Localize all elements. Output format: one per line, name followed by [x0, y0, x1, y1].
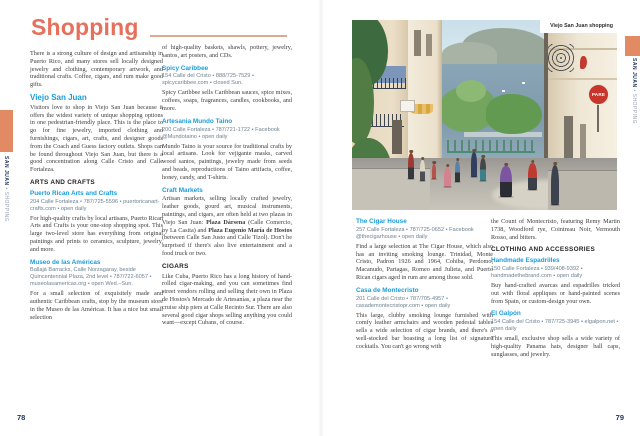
photo-iron-bracket: [548, 44, 574, 72]
photo-pedestrian-dark: [551, 165, 559, 205]
sidebar-label-left: SAN JUAN • SHOPPING: [3, 156, 9, 223]
entry-name-mundo-taino: Artesania Mundo Taino: [162, 117, 233, 125]
street-photo: [352, 20, 617, 210]
photo-railing: [447, 140, 535, 153]
entry-body-handmade-espadrilles: Buy hand-crafted avarcas and espadrilles tricked out with floral appliques or hand-painted scenes from Spain, or custom-design your own.: [491, 281, 620, 305]
page-spine: [318, 0, 324, 436]
heading-arts-and-crafts: ARTS AND CRAFTS: [30, 178, 95, 186]
entry-body-craft-markets: Artisan markets, selling locally crafted jewelry, leather goods, gourd art, musical instruments, paintings, and cigars, are often held at two plazas in Viejo San Juan: Plaza Dársena (Calle Comercio, by La Casita) and Plaza Eugenio María de Hostos (between Calle San Justo and Calle Tizol). Don't be surprised if there's also live entertainment and a food truck or two.: [162, 195, 292, 257]
photo-window: [414, 30, 421, 56]
entry-body-mundo-taino: Mundo Taino is your source for traditional crafts by local artisans. Look for vejigante masks, carved wood santos, paintings, jewelry made from seeds and beads, reproductions of Taino artifacts, coffee, honey, candy, and T-shirts.: [162, 142, 292, 181]
entry-name-casa-montecristo: Casa de Montecristo: [356, 286, 419, 294]
photo-tree-highlight: [456, 80, 486, 102]
photo-boat: [522, 82, 525, 84]
viejo-paragraph: Visitors love to shop in Viejo San Juan because it offers the widest variety of unique shopping options in one pedestrian-friendly place. This is the place to go for fine jewelry, imported clothing and furnishings, cigars, art, crafts, and designer goods from the Coach and Guess factory outlets. Shops can be found throughout Viejo San Juan, but there is a good concentration along Calle Cristo and Calle Fortaleza.: [30, 103, 163, 174]
entry-name-spicy-caribbee: Spicy Caribbee: [162, 64, 209, 72]
photo-hill-small: [442, 42, 497, 66]
heading-cigars: CIGARS: [162, 262, 189, 270]
chapter-tab-right: [625, 36, 640, 56]
entry-address-el-galpon: 154 Calle del Cristo • 787/725-3945 • elgalpon.net • open daily: [491, 319, 619, 333]
photo-window: [426, 34, 432, 56]
entry-address-puerto-rican-arts: 204 Calle Fortaleza • 787/725-5596 • puertoricanart-crafts.com • open daily: [30, 198, 160, 212]
entry-body-cigar-house: Find a large selection at The Cigar House, which also has an inviting smoking lounge. Trinidad, Monte Cristo, Padron 1926 and 1964, Cohiba, Perdomo, Macanudo, Partagas, Romeo and Julieta, and Puerto Rican cigars aged in rum are among those sold.: [356, 242, 493, 281]
photo-shop-sign: [400, 100, 415, 112]
column-3: [356, 218, 493, 356]
bold-plaza-hostos: Plaza Eugenio María de Hostos: [208, 226, 292, 234]
photo-pedestrian: [471, 152, 477, 177]
entry-name-cigar-house: The Cigar House: [356, 218, 407, 225]
column-1: [30, 50, 163, 327]
entry-address-mundo-taino: 200 Calle Fortaleza • 787/721-1722 • Facebook @Mundotaino • open daily: [162, 126, 280, 140]
entry-address-handmade-espadrilles: 150 Calle Fortaleza • 939/408-9392 • handmadethebrand.com • open daily: [491, 265, 583, 279]
photo-pedestrian: [455, 161, 460, 182]
bold-plaza-darsena: Plaza Dársena: [206, 218, 246, 226]
sidebar-chapter: SAN JUAN: [3, 156, 9, 186]
intro-paragraph: There is a strong culture of design and artisanship in Puerto Rico, and many stores sell locally designed jewelry and clothing, contemporary artwork, and traditional crafts. Coffee, cigars, and rum make good gifts.: [30, 50, 163, 89]
photo-boat: [502, 90, 505, 92]
entry-body-museo-americas: For a small selection of exquisitely made and authentic Caribbean crafts, stop by the museum store in the Museo de las Américas. It has a nice but small selection: [30, 290, 163, 321]
photo-pedestrian-red: [528, 163, 537, 190]
museo-continuation: of high-quality baskets, shawls, pottery, jewelry, santos, art posters, and CDs.: [162, 44, 292, 59]
photo-pedestrian: [420, 160, 425, 181]
photo-stop-sign: PARE: [588, 84, 609, 105]
entry-name-puerto-rican-arts: Puerto Rican Arts and Crafts: [30, 189, 118, 197]
photo-caption: Viejo San Juan shopping: [540, 20, 617, 33]
entry-body-spicy-caribbee: Spicy Caribbee sells Caribbean sauces, spice mixes, coffees, soaps, fragrances, candles, cookbooks, and more.: [162, 89, 292, 112]
entry-name-museo-americas: Museo de las Américas: [30, 258, 101, 266]
photo-pedestrian-purple: [500, 166, 512, 197]
entry-name-craft-markets: Craft Markets: [162, 186, 203, 194]
photo-doorway: [392, 120, 402, 154]
entry-name-el-galpon: El Galpón: [491, 310, 521, 318]
entry-address-cigar-house: 257 Calle Fortaleza • 787/725-0652 • Facebook @thecigarhouse • open daily: [356, 226, 474, 240]
page-number-right: 79: [615, 413, 624, 422]
photo-sidewalk-left: [352, 168, 430, 210]
sidebar-label-right: SAN JUAN • SHOPPING: [631, 58, 637, 125]
photo-pedestrian: [432, 164, 436, 179]
heading-clothing-accessories: CLOTHING AND ACCESSORIES: [491, 246, 596, 254]
heading-viejo-san-juan: Viejo San Juan: [30, 92, 87, 102]
title-rule: [150, 35, 287, 37]
cigars-paragraph: Like Cuba, Puerto Rico has a long history of hand-rolled cigar-making, and you can sometimes find street vendors rolling and selling their own in Plaza de Hostos's Mercado de Artesanías, a plaza near the cruise ship piers at Calle Recinto Sur. There are also several good cigar shops selling anything you could want—except Cubans, of course.: [162, 272, 292, 327]
column-4: [491, 218, 620, 364]
photo-pedestrian: [444, 167, 451, 187]
photo-pedestrian: [408, 153, 414, 179]
entry-address-museo-americas: Ballajá Barracks, Calle Norzagaray, beside Quincentennial Plaza, 2nd level • 787/722-6057 • museolasamericas.org • open Wed.–Sun.: [30, 267, 152, 288]
entry-body-el-galpon: This small, exclusive shop sells a wide variety of high-quality Panama hats, designer ball caps, sunglasses, and jewelry.: [491, 335, 620, 358]
entry-name-handmade-espadrilles: Handmade Espadrilles: [491, 257, 560, 265]
entry-body-puerto-rican-arts: For high-quality crafts by local artisans, Puerto Rican Arts and Crafts is your one-stop shopping spot. This large two-level store has everything from original paintings and prints to ceramics, sculpture, jewelry, and more.: [30, 214, 163, 253]
page-title: Shopping: [31, 14, 139, 40]
photo-sign-pole: [597, 104, 599, 132]
entry-address-casa-montecristo: 201 Calle del Cristo • 787/705-4957 • casademontecristopr.com • open daily: [356, 295, 451, 309]
photo-pedestrian: [480, 158, 486, 181]
page-number-left: 78: [17, 413, 26, 422]
entry-address-spicy-caribbee: 154 Calle del Cristo • 888/725-7529 • spicycaribbee.com • closed Sun.: [162, 73, 254, 87]
entry-body-casa-montecristo: This large, clubby smoking lounge furnished with comfy leather armchairs and wooden pedestal tables sells a wide selection of cigar brands, and there's a well-stocked bar boasting a long list of signature cocktails. You can't go wrong with: [356, 311, 493, 350]
column-2: [162, 44, 292, 332]
photo-cornice: [548, 78, 617, 80]
photo-tree: [486, 94, 542, 134]
chapter-tab-left: [0, 110, 13, 152]
montecristo-continuation: the Count of Montecristo, featuring Remy Martin 1738, Woodford rye, Cointreau Noir, Vermouth Rosso, and bitters.: [491, 218, 620, 241]
